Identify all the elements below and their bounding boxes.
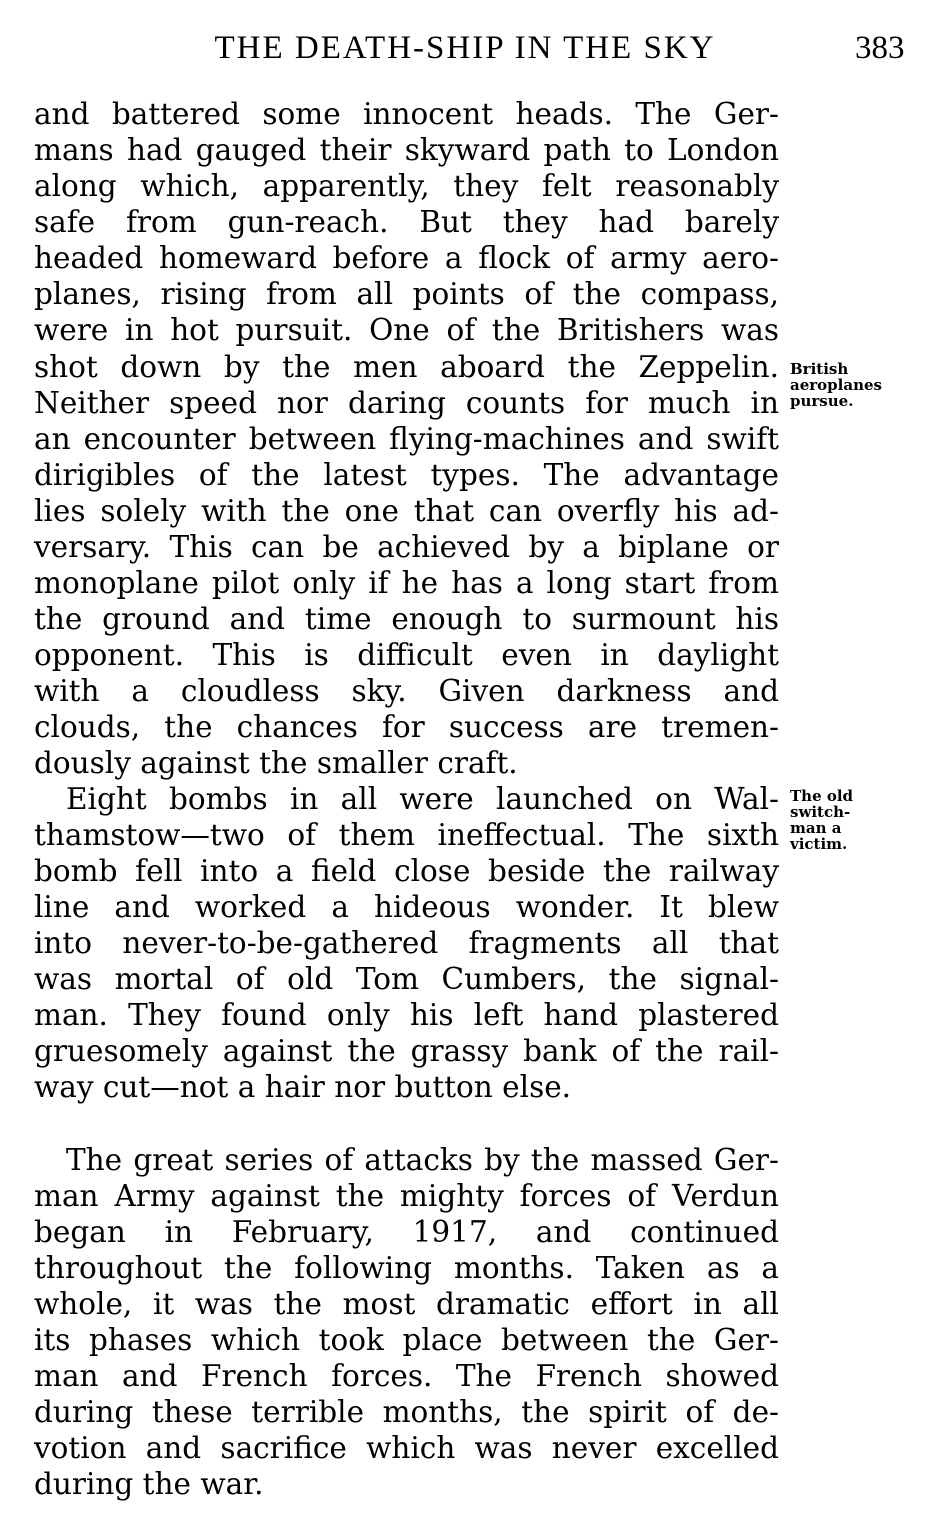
text-line: with a cloudless sky. Given darkness and bbox=[34, 674, 779, 708]
text-line: line and worked a hideous wonder. It blew bbox=[34, 890, 779, 924]
text-line: opponent. This is difficult even in daylight bbox=[34, 638, 779, 672]
text-line: the ground and time enough to surmount his bbox=[34, 602, 779, 636]
text-line: bomb fell into a field close beside the railway bbox=[34, 854, 779, 888]
sidenote-old-switchman bbox=[790, 788, 853, 852]
text-line: along which, apparently, they felt reasonably bbox=[34, 169, 779, 203]
text-line: votion and sacrifice which was never excelled bbox=[34, 1431, 779, 1465]
text-line: The great series of attacks by the massed Ger- bbox=[66, 1143, 779, 1177]
text-line: way cut—not a hair nor button else. bbox=[34, 1070, 572, 1104]
text-line: throughout the following months. Taken as a bbox=[34, 1251, 779, 1285]
text-line: man. They found only his left hand plastered bbox=[34, 998, 779, 1032]
text-line: planes, rising from all points of the compass, bbox=[34, 277, 779, 311]
text-line: man and French forces. The French showed bbox=[34, 1359, 779, 1393]
text-line: whole, it was the most dramatic effort in all bbox=[34, 1287, 779, 1321]
sidenote-line: aeroplanes bbox=[790, 376, 882, 394]
text-line: during the war. bbox=[34, 1467, 264, 1501]
text-line: safe from gun-reach. But they had barely bbox=[34, 205, 779, 239]
text-line: gruesomely against the grassy bank of the rail- bbox=[34, 1034, 779, 1068]
sidenote-line: victim. bbox=[790, 835, 848, 853]
text-line: man Army against the mighty forces of Verdun bbox=[34, 1179, 779, 1213]
text-line: and battered some innocent heads. The Ger- bbox=[34, 97, 779, 131]
text-line: was mortal of old Tom Cumbers, the signal- bbox=[34, 962, 779, 996]
text-line: during these terrible months, the spirit of de- bbox=[34, 1395, 779, 1429]
text-line: dously against the smaller craft. bbox=[34, 746, 518, 780]
text-line: mans had gauged their skyward path to London bbox=[34, 133, 779, 167]
text-line: thamstow—two of them ineffectual. The sixth bbox=[34, 818, 779, 852]
running-head-title: THE DEATH-SHIP IN THE SKY bbox=[214, 30, 716, 66]
text-line: versary. This can be achieved by a biplane or bbox=[34, 530, 779, 564]
text-line: monoplane pilot only if he has a long start from bbox=[34, 566, 779, 600]
text-line: were in hot pursuit. One of the Britishers was bbox=[34, 313, 779, 347]
sidenote-line: switch- bbox=[790, 803, 851, 821]
text-line: into never-to-be-gathered fragments all that bbox=[34, 926, 779, 960]
text-line: Eight bombs in all were launched on Wal- bbox=[66, 782, 779, 816]
sidenote-british-aeroplanes bbox=[790, 361, 882, 409]
text-line: shot down by the men aboard the Zeppelin. bbox=[34, 350, 779, 384]
text-line: lies solely with the one that can overfly his ad- bbox=[34, 494, 779, 528]
text-line: clouds, the chances for success are tremen- bbox=[34, 710, 779, 744]
text-line: began in February, 1917, and continued bbox=[34, 1215, 779, 1249]
text-line: its phases which took place between the Ger- bbox=[34, 1323, 779, 1357]
text-line: dirigibles of the latest types. The advantage bbox=[34, 458, 779, 492]
text-line: headed homeward before a flock of army aero- bbox=[34, 241, 779, 275]
text-line: Neither speed nor daring counts for much in bbox=[34, 386, 779, 420]
sidenote-line: pursue. bbox=[790, 392, 854, 410]
sidenote-line: British bbox=[790, 360, 849, 378]
sidenote-line: man a bbox=[790, 819, 842, 837]
sidenote-line: The old bbox=[790, 787, 854, 805]
page-number: 383 bbox=[855, 30, 905, 66]
text-line: an encounter between flying-machines and swift bbox=[34, 422, 779, 456]
